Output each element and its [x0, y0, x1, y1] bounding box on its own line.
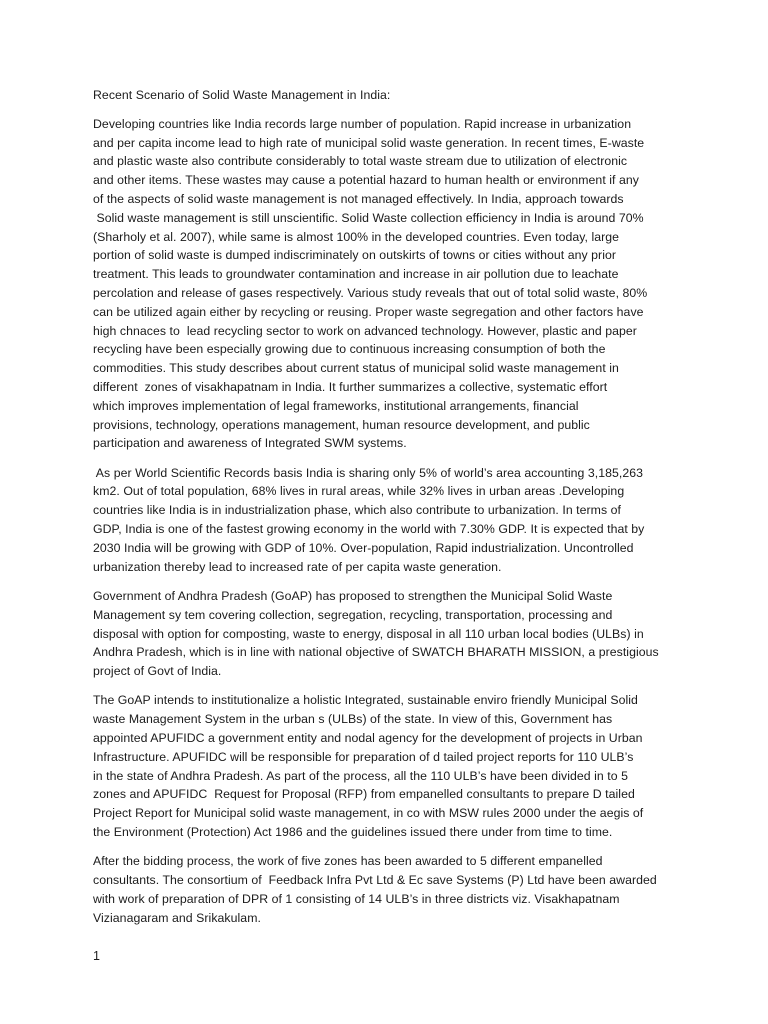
- text-line: disposal with option for composting, waste to energy, disposal in all 110 urban local bodies (ULBs) in: [93, 626, 644, 641]
- text-line: the Environment (Protection) Act 1986 and the guidelines issued there under from time to time.: [93, 824, 613, 839]
- text-line: 2030 India will be growing with GDP of 10%. Over-population, Rapid industrialization. Uncontrolled: [93, 540, 634, 555]
- text-line: and plastic waste also contribute considerably to total waste stream due to utilization of electronic: [93, 154, 628, 169]
- paragraph: [93, 464, 679, 577]
- text-line: of the aspects of solid waste management is not managed effectively. In India, approach towards: [93, 191, 624, 206]
- text-line: which improves implementation of legal frameworks, institutional arrangements, financial: [93, 398, 579, 413]
- text-line: high chnaces to lead recycling sector to work on advanced technology. However, plastic and paper: [93, 323, 637, 338]
- paragraph: [93, 691, 679, 841]
- text-line: countries like India is in industrialization phase, which also contribute to urbanization. In terms of: [93, 503, 621, 518]
- text-line: Project Report for Municipal solid waste management, in co with MSW rules 2000 under the aegis of: [93, 806, 644, 821]
- text-line: GDP, India is one of the fastest growing economy in the world with 7.30% GDP. It is expected that by: [93, 522, 645, 537]
- text-line: in the state of Andhra Pradesh. As part of the process, all the 110 ULB’s have been divided in to 5: [93, 768, 628, 783]
- text-line: participation and awareness of Integrated SWM systems.: [93, 436, 407, 451]
- text-line: waste Management System in the urban s (ULBs) of the state. In view of this, Government has: [93, 712, 613, 727]
- paragraph: [93, 115, 679, 453]
- text-line: consultants. The consortium of Feedback Infra Pvt Ltd & Ec save Systems (P) Ltd have been awarded: [93, 873, 657, 888]
- text-line: percolation and release of gases respectively. Various study reveals that out of total solid waste, 80%: [93, 285, 648, 300]
- text-line: Vizianagaram and Srikakulam.: [93, 910, 261, 925]
- text-line: As per World Scientific Records basis India is sharing only 5% of world’s area accounting 3,185,263: [93, 465, 644, 480]
- text-line: and other items. These wastes may cause a potential hazard to human health or environment if any: [93, 173, 639, 188]
- text-line: different zones of visakhapatnam in India. It further summarizes a collective, systematic effort: [93, 379, 608, 394]
- text-line: with work of preparation of DPR of 1 consisting of 14 ULB’s in three districts viz. Visakhapatnam: [93, 891, 620, 906]
- text-line: recycling have been especially growing due to continuous increasing consumption of both the: [93, 342, 606, 357]
- text-line: provisions, technology, operations management, human resource development, and public: [93, 417, 590, 432]
- text-line: Andhra Pradesh, which is in line with national objective of SWATCH BHARATH MISSION, a prestigious: [93, 645, 659, 660]
- paragraph: [93, 852, 679, 927]
- text-line: commodities. This study describes about current status of municipal solid waste management in: [93, 361, 619, 376]
- text-line: zones and APUFIDC Request for Proposal (RFP) from empanelled consultants to prepare D tailed: [93, 787, 635, 802]
- page-number: 1: [93, 949, 100, 963]
- text-line: Solid waste management is still unscientific. Solid Waste collection efficiency in India is around 70%: [93, 210, 644, 225]
- text-line: The GoAP intends to institutionalize a holistic Integrated, sustainable enviro friendly Municipal Solid: [93, 693, 638, 708]
- text-line: project of Govt of India.: [93, 664, 222, 679]
- text-line: appointed APUFIDC a government entity and nodal agency for the development of projects in Urban: [93, 731, 643, 745]
- text-line: Management sy tem covering collection, segregation, recycling, transportation, processing and: [93, 607, 613, 622]
- text-line: urbanization thereby lead to increased rate of per capita waste generation.: [93, 559, 502, 574]
- text-line: Developing countries like India records large number of population. Rapid increase in urbanization: [93, 116, 632, 131]
- text-line: (Sharholy et al. 2007), while same is almost 100% in the developed countries. Even today, large: [93, 229, 620, 244]
- text-line: can be utilized again either by recycling or reusing. Proper waste segregation and other factors have: [93, 304, 644, 319]
- text-line: Government of Andhra Pradesh (GoAP) has proposed to strengthen the Municipal Solid Waste: [93, 588, 613, 603]
- text-line: and per capita income lead to high rate of municipal solid waste generation. In recent times, E-waste: [93, 135, 645, 150]
- paragraph-list: [93, 115, 679, 928]
- paragraph: [93, 587, 679, 681]
- document-title: Recent Scenario of Solid Waste Management in India:: [93, 88, 391, 102]
- text-line: portion of solid waste is dumped indiscriminately on outskirts of towns or cities without any prior: [93, 248, 617, 263]
- document-body: [93, 86, 679, 938]
- text-line: Infrastructure. APUFIDC will be responsible for preparation of d tailed project reports for 110 ULB’s: [93, 749, 634, 764]
- text-line: km2. Out of total population, 68% lives in rural areas, while 32% lives in urban areas .Developing: [93, 484, 625, 499]
- text-line: After the bidding process, the work of five zones has been awarded to 5 different empanelled: [93, 854, 603, 869]
- text-line: treatment. This leads to groundwater contamination and increase in air pollution due to leachate: [93, 267, 619, 282]
